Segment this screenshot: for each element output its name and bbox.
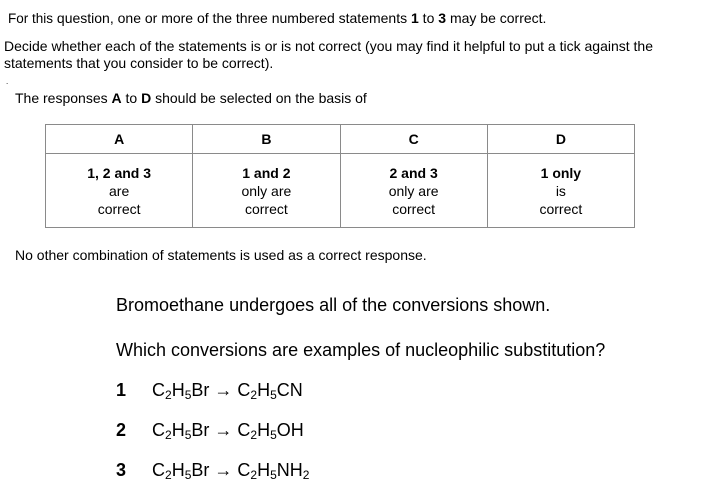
product-formula: $C_2H_5CN$	[237, 380, 303, 402]
response-letter: A	[111, 90, 122, 106]
statement-number: 1	[116, 380, 127, 400]
cell-text: are	[109, 182, 130, 199]
header-cell-c: C	[340, 125, 487, 154]
response-table-header-row	[46, 125, 635, 154]
statement-3	[116, 460, 309, 481]
reactant-formula: $C_2H_5Br$	[152, 460, 210, 482]
response-letter: D	[141, 90, 152, 106]
statement-combination: 2 and 3	[389, 164, 438, 181]
instruction-text: to	[121, 90, 142, 106]
reactant-formula: $C_2H_5Br$	[152, 380, 210, 402]
instruction-text: to	[418, 10, 439, 26]
instruction-line-1	[8, 10, 546, 26]
statement-combination: 1 only	[540, 164, 582, 181]
question-stem: Bromoethane undergoes all of the conversions shown.	[116, 295, 551, 315]
cell-text: only are	[388, 182, 439, 199]
response-cell-a	[46, 154, 193, 228]
instruction-text: The responses	[15, 90, 112, 106]
stray-dot: .	[6, 77, 9, 86]
instruction-prefix: For this	[8, 11, 54, 26]
arrow-icon: →	[214, 380, 233, 400]
statement-number: 2	[116, 420, 127, 440]
cell-text: is	[555, 182, 566, 199]
header-cell-a: A	[46, 125, 193, 154]
cell-text: correct	[244, 200, 288, 217]
statement-combination: 1, 2 and 3	[87, 164, 152, 181]
reactant-formula: $C_2H_5Br$	[152, 420, 210, 442]
response-table-body-row	[46, 154, 635, 228]
statement-number: 3	[116, 460, 127, 480]
header-cell-b: B	[193, 125, 340, 154]
response-cell-d	[487, 154, 634, 228]
response-cell-b	[193, 154, 340, 228]
product-formula: $C_2H_5OH$	[237, 420, 304, 442]
statement-number: 3	[438, 10, 447, 26]
statement-2	[116, 420, 304, 441]
response-cell-c	[340, 154, 487, 228]
arrow-icon: →	[214, 420, 233, 440]
cell-text: correct	[539, 200, 583, 217]
arrow-icon: →	[214, 460, 233, 480]
cell-text: only are	[241, 182, 292, 199]
response-table	[45, 124, 635, 228]
instruction-text: question, one or more of the three numbered statements	[53, 10, 411, 26]
cell-text: correct	[392, 200, 436, 217]
statement-combination: 1 and 2	[242, 164, 291, 181]
product-formula: $C_2H_5NH_2$	[237, 460, 310, 482]
note-text: No other combination of statements is used as a correct response.	[15, 247, 427, 263]
instruction-line-2: Decide whether each of the statements is or is not correct (you may find it helpful to put a tick against the statements that you consider to be correct).	[4, 38, 653, 71]
instruction-text: may be correct.	[446, 10, 547, 26]
statement-1	[116, 380, 303, 401]
instruction-line-3	[15, 90, 367, 106]
cell-text: correct	[97, 200, 141, 217]
instruction-text: should be selected on the basis of	[151, 90, 367, 106]
statement-number: 1	[411, 10, 419, 26]
question-prompt: Which conversions are examples of nucleophilic substitution?	[116, 340, 606, 360]
header-cell-d: D	[487, 125, 634, 154]
